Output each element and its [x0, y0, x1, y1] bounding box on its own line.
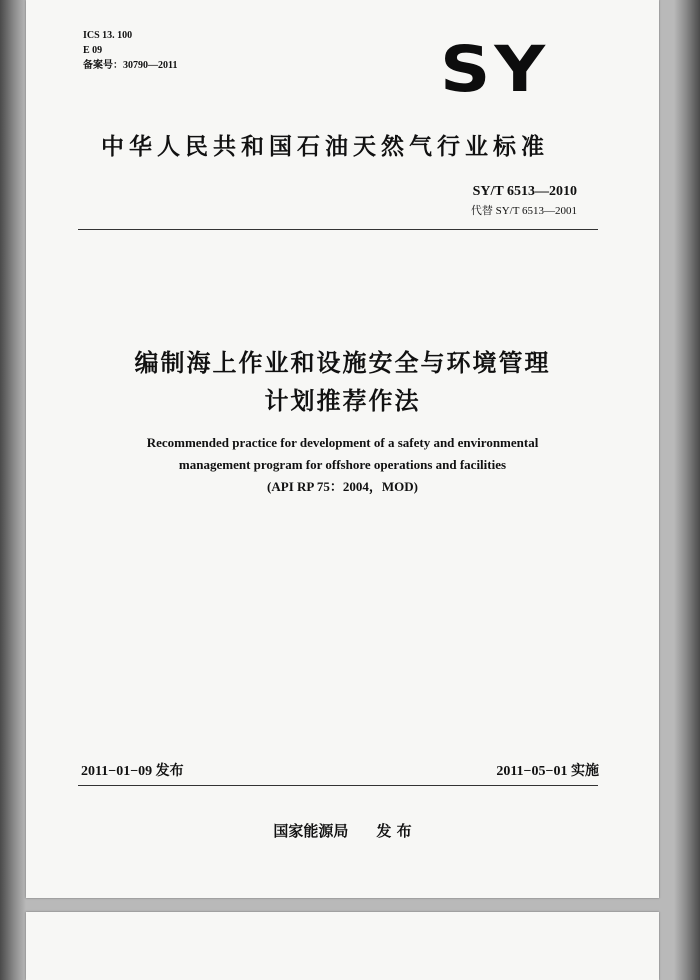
chinese-title	[26, 344, 659, 420]
effective-date: 2011−05−01 实施	[496, 764, 599, 779]
chinese-title-line-2: 计划推荐作法	[264, 387, 421, 415]
filing-number: 备案号：30790—2011	[83, 60, 178, 71]
issuer-line	[26, 820, 659, 841]
top-divider	[78, 229, 598, 230]
sy-logo: SY	[440, 32, 550, 107]
english-title	[26, 432, 659, 498]
standard-number: SY/T 6513—2010	[472, 184, 577, 199]
english-title-line-1: Recommended practice for development of a safety and environmental	[146, 435, 539, 450]
next-page-preview	[26, 912, 659, 980]
category-code: E 09	[83, 45, 103, 56]
english-title-line-3: (API RP 75：2004，MOD)	[267, 479, 418, 494]
chinese-title-line-1: 编制海上作业和设施安全与环境管理	[134, 349, 551, 377]
english-title-line-2: management program for offshore operations and facilities	[178, 457, 507, 472]
ics-code: ICS 13. 100	[83, 30, 133, 41]
standard-number-block	[471, 184, 577, 218]
bottom-divider	[78, 785, 598, 786]
issue-date: 2011−01−09 发布	[81, 764, 184, 779]
replaces-note: 代替 SY/T 6513—2001	[470, 205, 577, 217]
classification-block	[83, 28, 177, 73]
organization-title: 中华人民共和国石油天然气行业标准	[101, 134, 549, 160]
issuer-action: 发 布	[376, 822, 412, 840]
issuer-name: 国家能源局	[273, 822, 349, 840]
document-page	[26, 0, 659, 898]
